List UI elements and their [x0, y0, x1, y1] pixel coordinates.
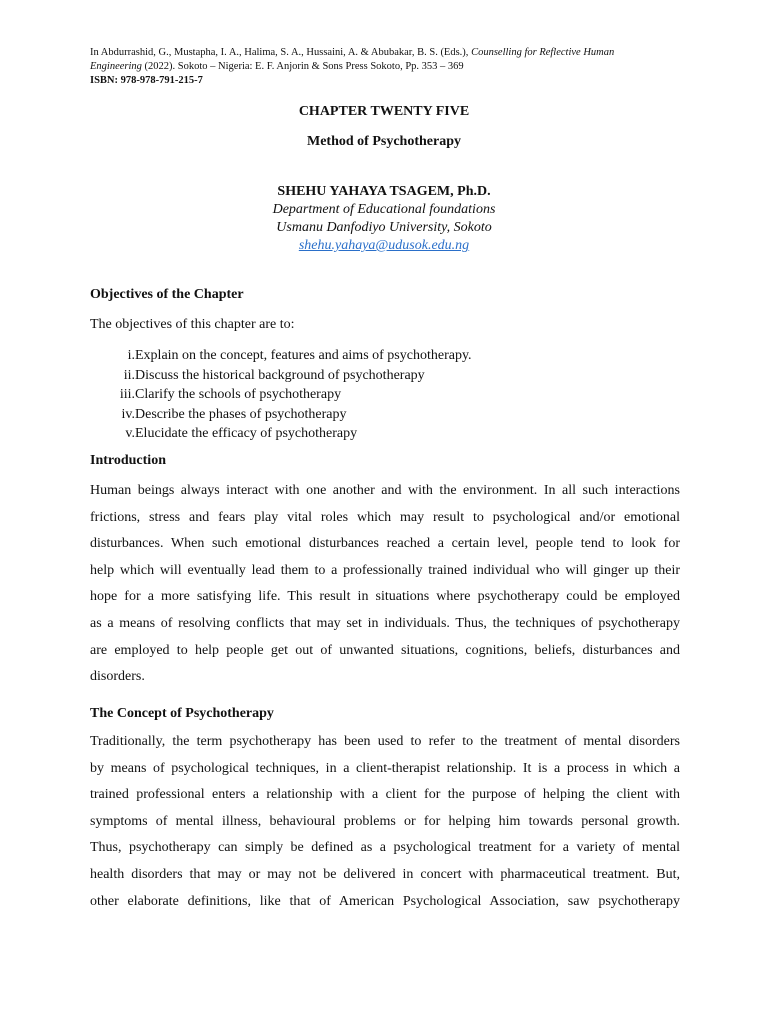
list-item	[90, 405, 472, 425]
paragraph-line: health disorders that may or may not be delivered in concert with pharmaceutical treatment. But,	[90, 866, 680, 882]
list-item-number: iii.	[119, 387, 135, 402]
paragraph-line: as a means of resolving conflicts that may set in individuals. Thus, the techniques of psychotherapy	[90, 615, 680, 631]
list-item-text: Clarify the schools of psychotherapy	[135, 387, 342, 402]
author-name: SHEHU YAHAYA TSAGEM, Ph.D.	[277, 184, 491, 199]
list-item-number: iv.	[121, 406, 135, 422]
citation-publisher: (2022). Sokoto – Nigeria: E. F. Anjorin & Sons Press Sokoto, Pp. 353 – 369	[144, 61, 464, 72]
list-item-text: Elucidate the efficacy of psychotherapy	[135, 426, 358, 441]
objectives-heading: Objectives of the Chapter	[90, 287, 244, 302]
author-email-link[interactable]: shehu.yahaya@udusok.edu.ng	[298, 238, 470, 253]
author-department: Department of Educational foundations	[272, 202, 496, 217]
list-item-number: v.	[125, 426, 135, 441]
objectives-list	[90, 346, 472, 444]
paragraph-line: other elaborate definitions, like that of American Psychological Association, saw psychotherapy	[90, 893, 680, 909]
citation-book-title-part1: Counselling for Reflective Human	[471, 47, 615, 58]
paragraph-line: frictions, stress and fears play vital roles which may result to psychological and/or emotional	[90, 509, 680, 525]
author-block	[90, 183, 678, 255]
list-item	[90, 385, 472, 405]
list-item-number: ii.	[123, 367, 135, 383]
objectives-intro: The objectives of this chapter are to:	[90, 317, 295, 332]
list-item-text: Describe the phases of psychotherapy	[135, 406, 347, 422]
citation-header	[90, 46, 690, 88]
paragraph-line: disturbances. When such emotional disturbances reached a certain level, people tend to look for	[90, 536, 680, 552]
paragraph-line: hope for a more satisfying life. This result in situations where psychotherapy could be employed	[90, 589, 680, 605]
paragraph-line: trained professional enters a relationship with a client for the purpose of helping the client with	[90, 787, 680, 803]
list-item	[90, 424, 472, 444]
author-university: Usmanu Danfodiyo University, Sokoto	[276, 220, 492, 235]
list-item	[90, 346, 472, 366]
paragraph-line: disorders.	[90, 669, 145, 685]
citation-book-title-part2: Engineering	[90, 61, 142, 72]
paragraph-line: by means of psychological techniques, in a client-therapist relationship. It is a process in which a	[90, 760, 680, 776]
paragraph-line: Human beings always interact with one another and with the environment. In all such interactions	[90, 483, 680, 498]
introduction-heading: Introduction	[90, 453, 166, 468]
citation-authors: In Abdurrashid, G., Mustapha, I. A., Halima, S. A., Hussaini, A. & Abubakar, B. S. (Eds.),	[90, 47, 469, 58]
concept-paragraph	[90, 729, 680, 915]
list-item-text: Discuss the historical background of psychotherapy	[135, 367, 425, 383]
chapter-title: Method of Psychotherapy	[307, 134, 461, 149]
list-item-text: Explain on the concept, features and aims of psychotherapy.	[135, 348, 472, 363]
paragraph-line: Thus, psychotherapy can simply be defined as a psychological treatment for a variety of mental	[90, 840, 680, 856]
paragraph-line: symptoms of mental illness, behavioural problems or for helping him towards personal growth.	[90, 813, 680, 829]
paragraph-line: are employed to help people get out of unwanted situations, cognitions, beliefs, disturbances and	[90, 642, 680, 658]
paragraph-line: help which will eventually lead them to a professionally trained individual who will ginger up their	[90, 562, 680, 578]
concept-heading: The Concept of Psychotherapy	[90, 706, 274, 721]
list-item	[90, 366, 472, 386]
chapter-number: CHAPTER TWENTY FIVE	[298, 104, 470, 119]
list-item-number: i.	[127, 348, 135, 363]
introduction-paragraph	[90, 478, 680, 691]
citation-isbn: ISBN: 978-978-791-215-7	[90, 75, 203, 86]
paragraph-line: Traditionally, the term psychotherapy has been used to refer to the treatment of mental disorders	[90, 734, 680, 749]
